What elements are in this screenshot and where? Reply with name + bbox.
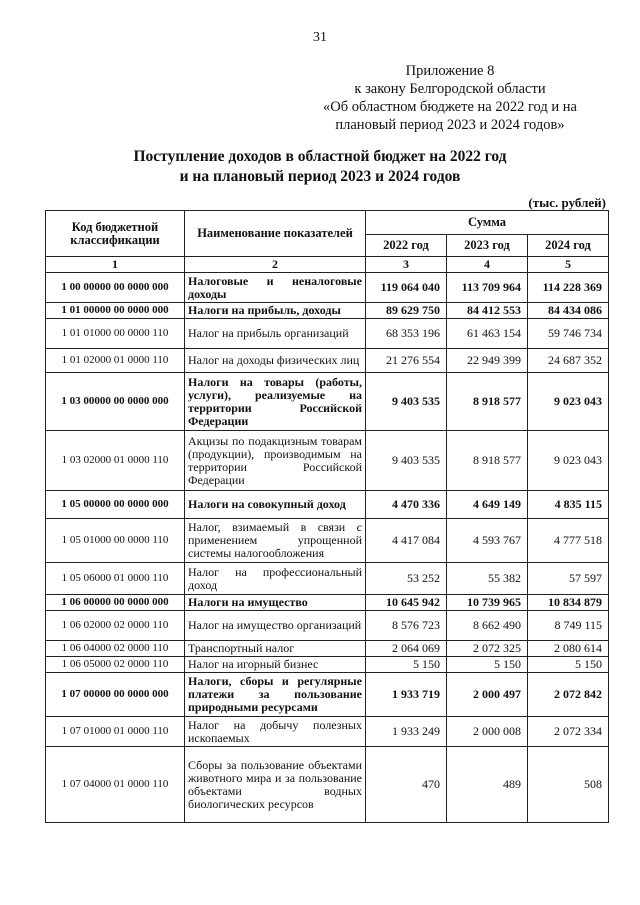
row-name: Налоги на имущество	[185, 595, 366, 611]
row-name: Налог на профессиональный доход	[185, 563, 366, 595]
row-code: 1 05 06000 01 0000 110	[46, 563, 185, 595]
appendix-line: к закону Белгородской области	[354, 81, 546, 97]
appendix-line: Приложение 8	[405, 63, 495, 79]
header-2022: 2022 год	[366, 235, 447, 257]
row-value-2024: 59 746 734	[528, 319, 609, 349]
row-name: Транспортный налог	[185, 641, 366, 657]
row-value-2023: 8 918 577	[447, 431, 528, 491]
row-value-2022: 2 064 069	[366, 641, 447, 657]
row-value-2022: 1 933 719	[366, 673, 447, 717]
row-code: 1 00 00000 00 0000 000	[46, 273, 185, 303]
row-value-2024: 57 597	[528, 563, 609, 595]
row-value-2024: 508	[528, 747, 609, 823]
row-code: 1 05 00000 00 0000 000	[46, 491, 185, 519]
row-name: Налог на доходы физических лиц	[185, 349, 366, 373]
column-number: 3	[366, 257, 447, 273]
document-title	[0, 147, 640, 187]
column-number: 1	[46, 257, 185, 273]
units-label: (тыс. рублей)	[528, 195, 606, 210]
header-2024: 2024 год	[528, 235, 609, 257]
row-code: 1 01 02000 01 0000 110	[46, 349, 185, 373]
row-name: Налоги на совокупный доход	[185, 491, 366, 519]
row-value-2024: 10 834 879	[528, 595, 609, 611]
row-value-2024: 4 835 115	[528, 491, 609, 519]
row-value-2023: 4 593 767	[447, 519, 528, 563]
header-sum: Сумма	[366, 211, 609, 235]
appendix-block	[300, 62, 600, 134]
table-row	[46, 641, 609, 657]
row-value-2022: 4 470 336	[366, 491, 447, 519]
table-row	[46, 373, 609, 431]
row-value-2023: 113 709 964	[447, 273, 528, 303]
row-value-2022: 53 252	[366, 563, 447, 595]
row-value-2024: 9 023 043	[528, 431, 609, 491]
table-row	[46, 319, 609, 349]
appendix-line: «Об областном бюджете на 2022 год и на	[323, 99, 577, 115]
row-value-2023: 10 739 965	[447, 595, 528, 611]
row-code: 1 07 04000 01 0000 110	[46, 747, 185, 823]
row-value-2023: 22 949 399	[447, 349, 528, 373]
row-value-2022: 1 933 249	[366, 717, 447, 747]
row-value-2024: 84 434 086	[528, 303, 609, 319]
table-row	[46, 717, 609, 747]
title-line: и на плановый период 2023 и 2024 годов	[179, 168, 461, 185]
row-value-2024: 4 777 518	[528, 519, 609, 563]
row-code: 1 07 00000 00 0000 000	[46, 673, 185, 717]
row-code: 1 06 00000 00 0000 000	[46, 595, 185, 611]
table-row	[46, 595, 609, 611]
row-name: Налоги на прибыль, доходы	[185, 303, 366, 319]
row-code: 1 06 02000 02 0000 110	[46, 611, 185, 641]
header-2023: 2023 год	[447, 235, 528, 257]
row-value-2022: 68 353 196	[366, 319, 447, 349]
appendix-line: плановый период 2023 и 2024 годов»	[335, 117, 565, 133]
row-value-2024: 2 072 842	[528, 673, 609, 717]
row-value-2022: 470	[366, 747, 447, 823]
row-code: 1 01 00000 00 0000 000	[46, 303, 185, 319]
row-name: Налог на добычу полезных ископаемых	[185, 717, 366, 747]
row-value-2022: 5 150	[366, 657, 447, 673]
column-number: 4	[447, 257, 528, 273]
row-value-2023: 61 463 154	[447, 319, 528, 349]
row-value-2022: 10 645 942	[366, 595, 447, 611]
row-value-2024: 8 749 115	[528, 611, 609, 641]
table-body	[46, 273, 609, 823]
row-name: Налог, взимаемый в связи с применением упрощенной системы налогообложения	[185, 519, 366, 563]
row-value-2024: 24 687 352	[528, 349, 609, 373]
row-value-2024: 2 080 614	[528, 641, 609, 657]
table-row	[46, 657, 609, 673]
row-code: 1 03 00000 00 0000 000	[46, 373, 185, 431]
row-name: Налог на игорный бизнес	[185, 657, 366, 673]
row-value-2023: 8 662 490	[447, 611, 528, 641]
row-name: Налог на имущество организаций	[185, 611, 366, 641]
row-value-2023: 5 150	[447, 657, 528, 673]
row-code: 1 06 04000 02 0000 110	[46, 641, 185, 657]
header-code: Код бюджетной классификации	[46, 211, 185, 257]
page-number: 31	[313, 30, 327, 45]
row-code: 1 06 05000 02 0000 110	[46, 657, 185, 673]
row-value-2024: 114 228 369	[528, 273, 609, 303]
table-row	[46, 273, 609, 303]
row-value-2024: 9 023 043	[528, 373, 609, 431]
row-value-2023: 2 000 497	[447, 673, 528, 717]
row-value-2022: 21 276 554	[366, 349, 447, 373]
header-name: Наименование показателей	[185, 211, 366, 257]
row-value-2022: 8 576 723	[366, 611, 447, 641]
column-number: 2	[185, 257, 366, 273]
row-name: Акцизы по подакцизным товарам (продукции), производимым на территории Российской Федерации	[185, 431, 366, 491]
row-code: 1 01 01000 00 0000 110	[46, 319, 185, 349]
row-code: 1 03 02000 01 0000 110	[46, 431, 185, 491]
row-code: 1 07 01000 01 0000 110	[46, 717, 185, 747]
row-value-2022: 89 629 750	[366, 303, 447, 319]
row-value-2022: 4 417 084	[366, 519, 447, 563]
row-name: Сборы за пользование объектами животного мира и за пользование объектами водных биологических ресурсов	[185, 747, 366, 823]
row-name: Налоги на товары (работы, услуги), реализуемые на территории Российской Федерации	[185, 373, 366, 431]
table-row	[46, 611, 609, 641]
table-row	[46, 563, 609, 595]
revenue-table	[45, 210, 609, 823]
row-name: Налоговые и неналоговые доходы	[185, 273, 366, 303]
row-value-2023: 4 649 149	[447, 491, 528, 519]
row-code: 1 05 01000 00 0000 110	[46, 519, 185, 563]
row-value-2023: 2 072 325	[447, 641, 528, 657]
row-name: Налог на прибыль организаций	[185, 319, 366, 349]
column-number: 5	[528, 257, 609, 273]
table-row	[46, 519, 609, 563]
table-row	[46, 747, 609, 823]
title-line: Поступление доходов в областной бюджет на 2022 год	[133, 148, 507, 165]
row-value-2023: 8 918 577	[447, 373, 528, 431]
row-name: Налоги, сборы и регулярные платежи за пользование природными ресурсами	[185, 673, 366, 717]
row-value-2023: 489	[447, 747, 528, 823]
row-value-2022: 9 403 535	[366, 431, 447, 491]
table-row	[46, 431, 609, 491]
row-value-2023: 2 000 008	[447, 717, 528, 747]
table-row	[46, 491, 609, 519]
row-value-2023: 55 382	[447, 563, 528, 595]
table-row	[46, 349, 609, 373]
row-value-2024: 2 072 334	[528, 717, 609, 747]
table-row	[46, 673, 609, 717]
row-value-2022: 9 403 535	[366, 373, 447, 431]
row-value-2022: 119 064 040	[366, 273, 447, 303]
table-row	[46, 303, 609, 319]
row-value-2024: 5 150	[528, 657, 609, 673]
row-value-2023: 84 412 553	[447, 303, 528, 319]
